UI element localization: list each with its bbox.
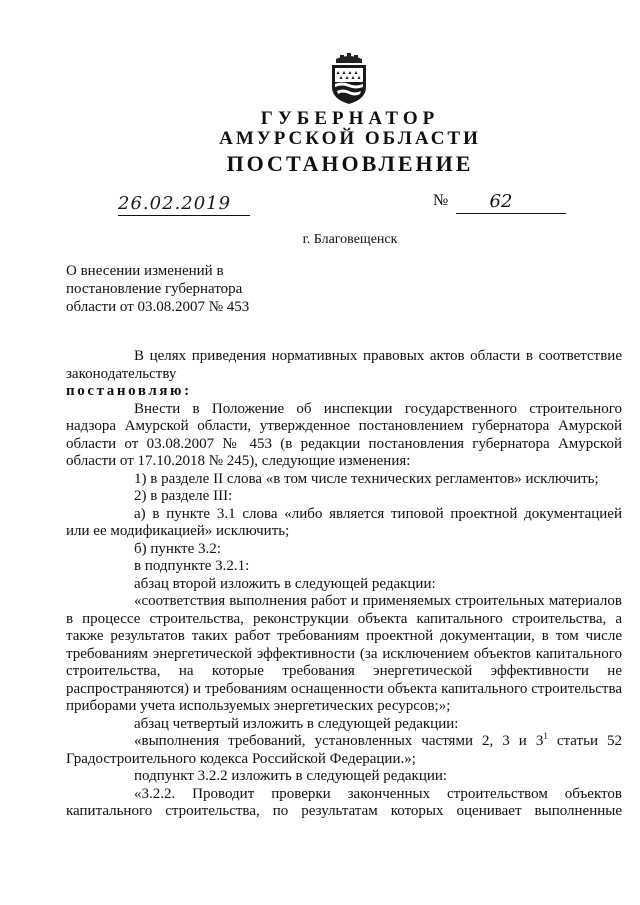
paragraph: в подпункте 3.2.1:	[134, 558, 250, 574]
paragraph: Внести в Положение об инспекции государственного строительного надзора Амурской области, утвержденное постановлением губернатора Амурской области от 03.08.2007 № 453 (в редакции постановления губернатора Амурской области от 17.10.2018 № 245), следующие изменения:	[66, 400, 622, 469]
superscript: 1	[543, 731, 548, 741]
paragraph: подпункт 3.2.2 изложить в следующей редакции:	[134, 768, 448, 784]
city-line: г. Благовещенск	[302, 232, 398, 247]
handwritten-number: 62	[489, 191, 513, 212]
subject-line: О внесении изменений в	[66, 263, 224, 279]
handwritten-date: 26.02.2019	[118, 194, 250, 216]
paragraph: 2) в разделе III:	[134, 488, 233, 504]
paragraph: а) в пункте 3.1 слова «либо является типовой проектной документацией или ее модификацией» исключить;	[66, 505, 622, 539]
paragraph	[66, 733, 622, 768]
document-type-title: ПОСТАНОВЛЕНИЕ	[226, 151, 474, 176]
paragraph: б) пункте 3.2:	[134, 540, 221, 557]
paragraph: 1) в разделе II слова «в том числе технических регламентов» исключить;	[134, 470, 599, 487]
subject-line: области от 03.08.2007 № 453	[66, 299, 250, 315]
paragraph: «3.2.2. Проводит проверки законченных строительством объектов капитального строительства, по результатам которых оценивает выполненные	[66, 785, 622, 819]
handwritten-number-field	[456, 192, 566, 214]
paragraph: «соответствия выполнения работ и применяемых строительных материалов в процессе строительства, реконструкции объекта капитального строительства, а также результатов таких работ требованиям проектной документации, в том числе требованиям энергетической эффективности (за исключением объектов капитального строительства, на которые требования энергетической эффективности не распространяются) и требованиям оснащенности объекта капитального строительства приборами учета используемых энергетических ресурсов;»;	[66, 593, 622, 714]
paragraph: абзац второй изложить в следующей редакции:	[134, 575, 436, 592]
paragraph: В целях приведения нормативных правовых актов области в соответствие законодательству	[66, 348, 622, 382]
paragraph: абзац четвертый изложить в следующей редакции:	[134, 715, 459, 732]
governor-title: ГУБЕРНАТОР	[260, 108, 440, 129]
region-title: АМУРСКОЙ ОБЛАСТИ	[219, 128, 481, 149]
subject-block	[66, 262, 296, 316]
text-span: «выполнения требований, установленных частями 2, 3 и 3	[134, 733, 544, 749]
number-label: №	[433, 192, 449, 209]
text-span: статьи 52 Градостроительного кодекса Российской Федерации.»;	[66, 733, 623, 767]
decree-keyword: постановляю:	[66, 383, 192, 399]
amur-region-coat-of-arms-icon	[328, 53, 370, 105]
subject-line: постановление губернатора	[66, 281, 243, 297]
document-body	[66, 348, 622, 821]
